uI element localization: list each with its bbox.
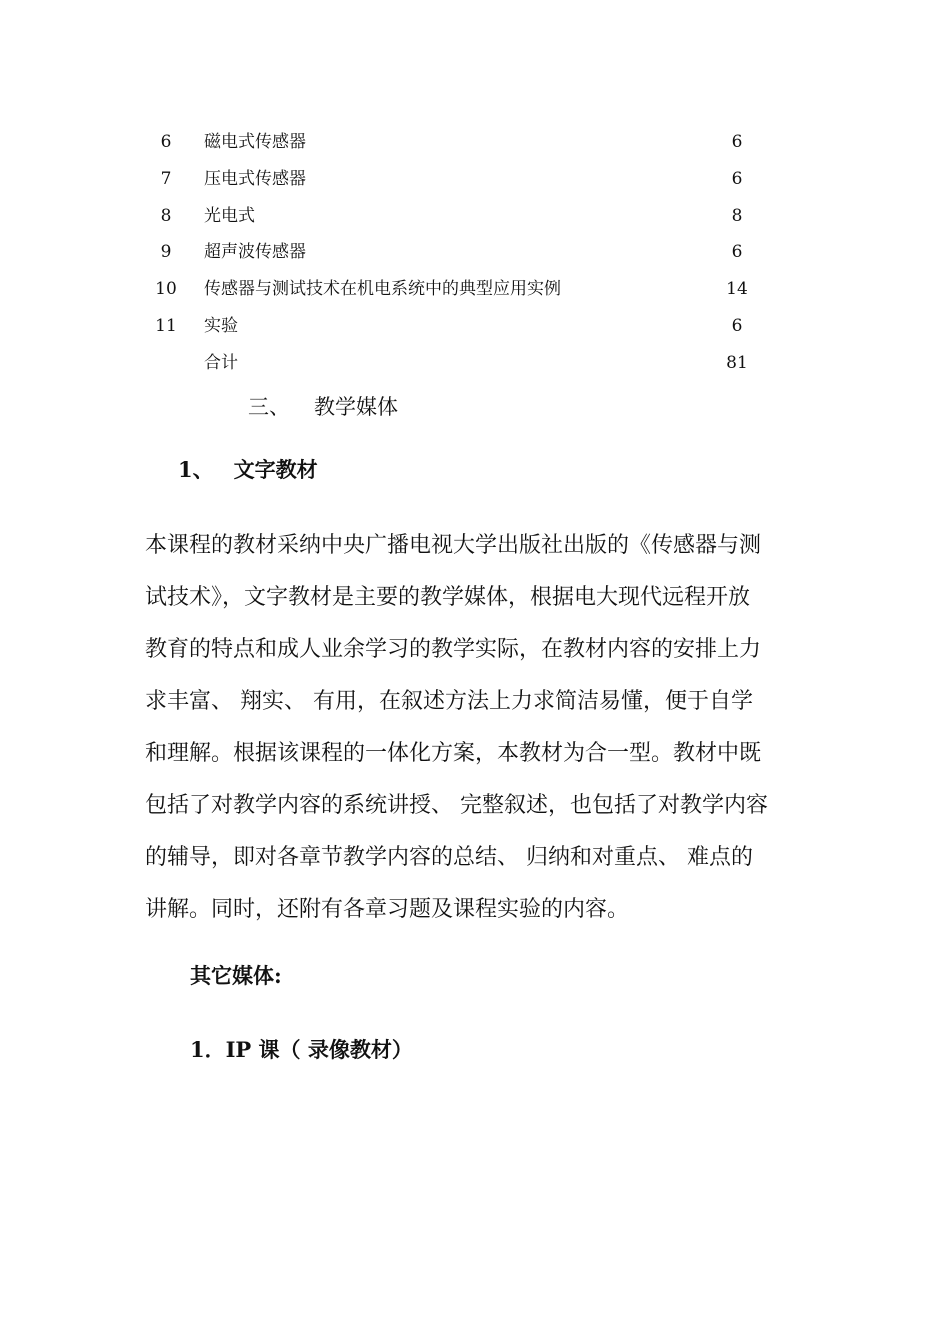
total-label: 合计 [204, 352, 238, 373]
body-paragraph [145, 520, 810, 936]
row-number: 8 [160, 205, 172, 226]
subsection-heading-text-materials [178, 454, 318, 486]
total-hours: 81 [726, 352, 748, 373]
row-number: 9 [160, 242, 172, 263]
row-topic: 光电式 [204, 205, 255, 226]
subsection-number: 1、 [178, 457, 214, 482]
row-topic: 传感器与测试技术在机电系统中的典型应用实例 [204, 279, 561, 300]
paragraph-line: 求丰富、 翔实、 有用，在叙述方法上力求简洁易懂，便于自学 [145, 689, 753, 714]
paragraph-line: 的辅导，即对各章节教学内容的总结、 归纳和对重点、 难点的 [145, 845, 753, 870]
ip-course-heading: 1．IP 课（ 录像教材） [190, 1037, 413, 1062]
row-number: 7 [160, 168, 172, 189]
paragraph-line: 和理解。根据该课程的一体化方案，本教材为合一型。教材中既 [145, 741, 762, 766]
row-hours: 8 [731, 205, 743, 226]
row-topic: 实验 [204, 315, 238, 336]
row-number: 11 [155, 315, 177, 336]
table-row [0, 308, 950, 345]
section-heading-teaching-media [248, 392, 398, 422]
row-topic: 压电式传感器 [204, 168, 306, 189]
paragraph-line: 讲解。同时，还附有各章习题及课程实验的内容。 [145, 897, 630, 922]
row-hours: 6 [731, 168, 743, 189]
row-hours: 6 [731, 132, 743, 152]
row-number: 6 [160, 132, 172, 152]
section-title: 教学媒体 [314, 395, 398, 419]
row-hours: 14 [726, 279, 748, 300]
row-topic: 磁电式传感器 [204, 132, 306, 152]
row-hours: 6 [731, 242, 743, 263]
other-media-heading: 其它媒体: [190, 963, 282, 988]
table-row [0, 271, 950, 308]
paragraph-line: 教育的特点和成人业余学习的教学实际，在教材内容的安排上力 [145, 637, 762, 662]
table-row [0, 198, 950, 235]
paragraph-line: 本课程的教材采纳中央广播电视大学出版社出版的《传感器与测 [145, 533, 762, 558]
table-total-row [0, 345, 950, 382]
table-row [0, 234, 950, 271]
table-row [0, 124, 950, 161]
course-hours-table [0, 124, 950, 382]
row-number: 10 [155, 279, 177, 300]
row-hours: 6 [731, 315, 743, 336]
row-topic: 超声波传感器 [204, 242, 306, 263]
paragraph-line: 试技术》，文字教材是主要的教学媒体，根据电大现代远程开放 [145, 585, 751, 610]
paragraph-line: 包括了对教学内容的系统讲授、 完整叙述，也包括了对教学内容 [145, 793, 768, 818]
section-number: 三、 [248, 395, 290, 419]
table-row [0, 161, 950, 198]
subsection-title: 文字教材 [233, 457, 318, 482]
